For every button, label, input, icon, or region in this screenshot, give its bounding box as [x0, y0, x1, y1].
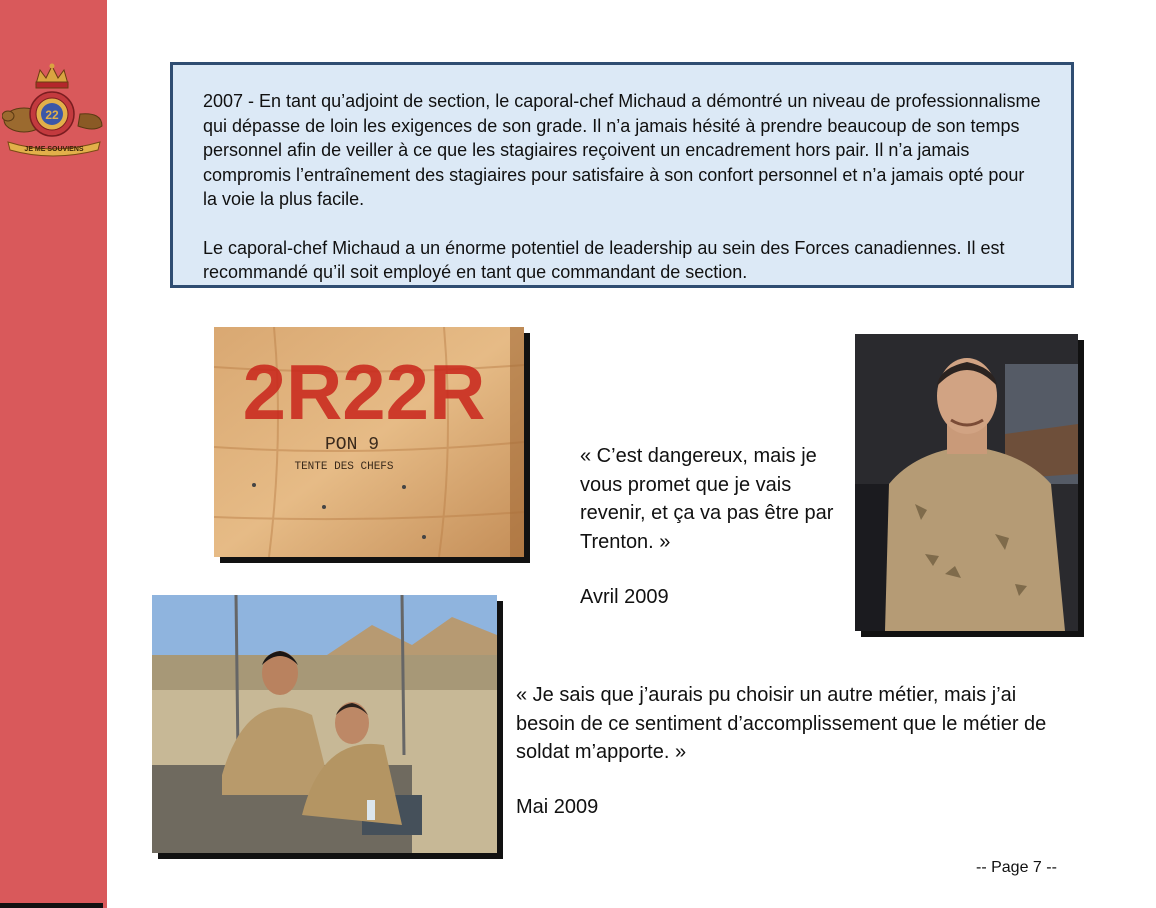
- soldier-portrait-photo: [855, 334, 1078, 631]
- wood-sign-photo: [214, 327, 524, 557]
- quote-1-date: Avril 2009: [580, 586, 669, 608]
- page-number: -- Page 7 --: [976, 859, 1057, 876]
- vehicle-soldiers-photo: [152, 595, 497, 853]
- quote-1: « C’est dangereux, mais je vous promet que je vais revenir, et ça va pas être par Trenton. »: [580, 445, 834, 553]
- sidebar-bottom-edge: [0, 903, 103, 908]
- citation-paragraph-2: Le caporal-chef Michaud a un énorme potentiel de leadership au sein des Forces canadiennes. Il est recommandé qu’il soit employé en tant que commandant de section.: [203, 237, 1005, 282]
- badge-motto: JE ME SOUVIENS: [24, 146, 84, 153]
- wood-line-1: PON 9: [324, 435, 380, 455]
- quote-2-date: Mai 2009: [516, 796, 599, 818]
- regiment-badge-icon: [2, 62, 106, 158]
- wood-line-2: TENTE DES CHEFS: [294, 461, 394, 473]
- graffiti-text: 2R22R: [242, 348, 486, 436]
- citation-box: [170, 62, 1074, 288]
- citation-paragraph-1: 2007 - En tant qu’adjoint de section, le caporal-chef Michaud a démontré un niveau de professionnalisme qui dépasse de loin les exigences de son grade. Il n’a jamais hésité à prendre beaucoup de son temps personnel afin de veiller à ce que les stagiaires reçoivent un encadrement hors pair. Il n’a jamais compromis l’entraînement des stagiaires pour satisfaire à son confort personnel et n’a jamais opté pour la voie la plus facile.: [203, 91, 1041, 209]
- quote-2: « Je sais que j’aurais pu choisir un autre métier, mais j’ai besoin de ce sentiment d’accomplissement que le métier de soldat m’apporte. »: [516, 684, 1047, 763]
- badge-number: 22: [45, 108, 59, 122]
